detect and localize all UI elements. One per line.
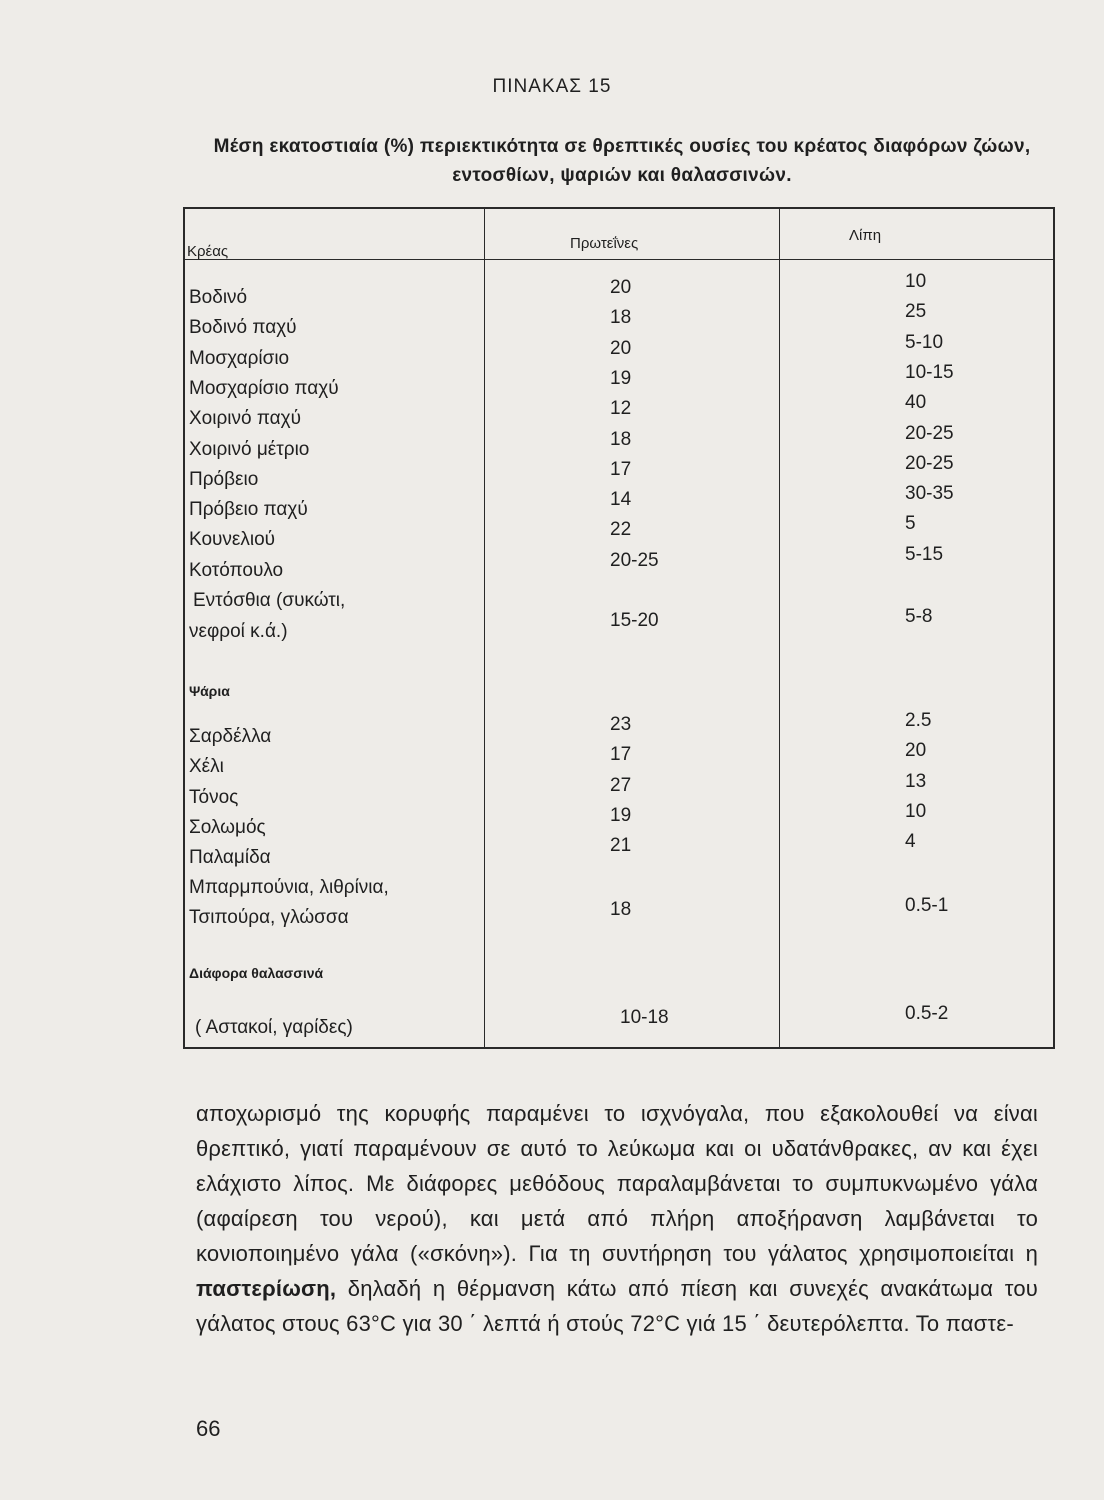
protein-value: 17 [610, 744, 632, 766]
meat-name: Μοσχαρίσιο παχύ [189, 377, 339, 399]
meat-name: Βοδινό [189, 287, 248, 308]
protein-value: 19 [610, 804, 632, 826]
fish-heading: Ψάρια [189, 683, 230, 699]
fat-value: 20-25 [905, 422, 954, 444]
fat-value: 13 [905, 770, 927, 792]
body-text-part-1: αποχωρισμό της κορυφής παραμένει το ισχνόγαλα, που εξακολουθεί να είναι θρεπτικό, γιατί παραμένουν σε αυτό το λεύκωμα και οι υδατάνθρακες, αν και έχει ελάχιστο λίπος. Με διάφορες μεθόδους παραλαμβάνεται το συμπυκνωμένο γάλα (αφαίρεση του νερού), και μετά από πλήρη αποξήρανση λαμβάνεται το κονιοποιημένο γάλα («σκόνη»). Για τη συντήρηση του γάλατος χρησιμοποιείται η [196, 1101, 1038, 1266]
fish-name: Σολωμός [189, 816, 266, 838]
protein-value: 23 [610, 714, 632, 735]
protein-value: 20 [610, 277, 632, 298]
fat-value: 10 [905, 800, 927, 822]
table-caption: Μέση εκατοστιαία (%) περιεκτικότητα σε θρεπτικές ουσίες του κρέατος διαφόρων ζώων, εντοσθίων, ψαριών και θαλασσινών. [213, 136, 1031, 186]
fish-name: Παλαμίδα [189, 847, 271, 869]
meat-name: Κουνελιού [189, 529, 276, 551]
meat-name: Κοτόπουλο [189, 559, 284, 581]
fat-value: 30-35 [905, 483, 954, 505]
fat-value: 2.5 [905, 710, 932, 731]
fat-value: 40 [905, 392, 927, 414]
fat-value: 4 [905, 831, 916, 853]
protein-value: 21 [610, 835, 632, 857]
fat-value: 25 [905, 301, 927, 323]
fat-value: 5-10 [905, 331, 944, 353]
protein-value: 18 [610, 428, 632, 450]
fat-value: 5-8 [905, 606, 933, 627]
meat-name: Χοιρινό μέτριο [189, 438, 310, 460]
protein-value: 27 [610, 774, 632, 796]
protein-value: 18 [610, 307, 632, 329]
fat-value: 5-15 [905, 543, 944, 565]
fat-value: 10-15 [905, 361, 954, 383]
protein-value: 20-25 [610, 549, 659, 571]
meat-name: Χοιρινό παχύ [189, 408, 302, 430]
protein-value: 14 [610, 489, 632, 511]
bold-term: παστερίωση, [196, 1276, 337, 1301]
body-paragraph [196, 1096, 1038, 1341]
column-divider-2 [779, 209, 780, 1047]
fat-value: 20 [905, 740, 927, 762]
table-title: ΠΙΝΑΚΑΣ 15 [492, 76, 612, 97]
header-fat: Λίπη [849, 227, 882, 244]
protein-value: 17 [610, 458, 632, 480]
fish-name: Τόνος [189, 786, 239, 808]
protein-value: 20 [610, 337, 632, 359]
page-number: 66 [196, 1416, 221, 1441]
fat-value: 5 [905, 513, 916, 535]
column-divider-1 [484, 209, 485, 1047]
seafood-name: ( Αστακοί, γαρίδες) [195, 1017, 353, 1038]
meat-name: Μοσχαρίσιο [189, 347, 290, 369]
header-divider [185, 259, 1053, 260]
protein-value: 15-20 [610, 610, 659, 631]
protein-value: 22 [610, 519, 632, 541]
fat-value: 0.5-2 [905, 1003, 949, 1024]
fat-value: 0.5-1 [905, 895, 949, 916]
offal-name-line2: νεφροί κ.ά.) [189, 621, 288, 642]
protein-value: 18 [610, 899, 632, 920]
protein-value: 10-18 [620, 1007, 669, 1028]
fat-value: 20-25 [905, 452, 954, 474]
meat-name: Πρόβειο [189, 468, 259, 490]
fish-name: Χέλι [189, 756, 224, 778]
protein-value: 12 [610, 398, 632, 420]
fish-group-line2: Τσιπούρα, γλώσσα [189, 907, 349, 928]
nutrition-table [183, 207, 1055, 1049]
fish-group-line1: Μπαρμπούνια, λιθρίνια, [189, 877, 389, 898]
meat-name: Πρόβειο παχύ [189, 499, 308, 521]
body-text-part-2: δηλαδή η θέρμανση κάτω από πίεση και συνεχές ανακάτωμα του γάλατος στους 63°C για 30 ΄ λεπτά ή στούς 72°C γιά 15 ΄ δευτερόλεπτα. Το παστε- [196, 1276, 1038, 1336]
header-meat: Κρέας [187, 243, 229, 260]
header-protein: Πρωτεΐνες [570, 235, 639, 252]
fat-value: 10 [905, 271, 927, 292]
protein-value: 19 [610, 367, 632, 389]
fish-name: Σαρδέλλα [189, 726, 272, 747]
meat-name: Βοδινό παχύ [189, 317, 297, 339]
seafood-heading: Διάφορα θαλασσινά [189, 965, 324, 981]
offal-name-line1: Εντόσθια (συκώτι, [193, 590, 346, 611]
